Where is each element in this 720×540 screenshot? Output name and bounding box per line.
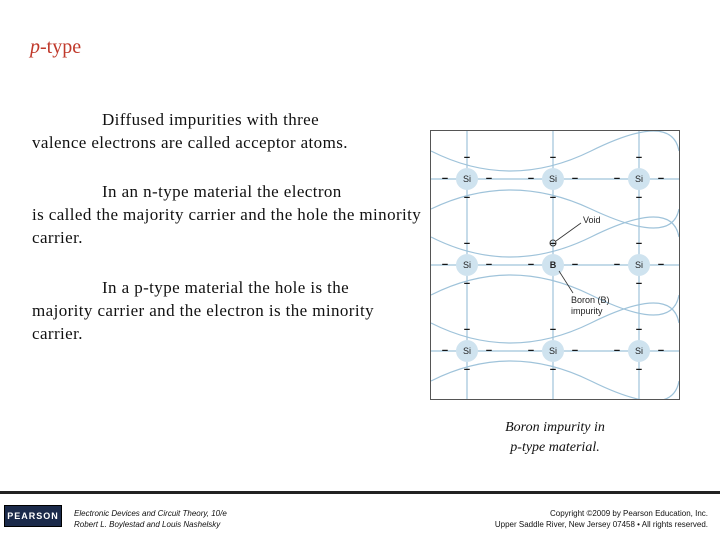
electron-mark: −	[549, 364, 557, 376]
boron-atom-label: B	[549, 260, 557, 270]
slide-title-rest: -type	[40, 36, 82, 58]
electron-mark: −	[613, 259, 621, 271]
paragraph-2	[32, 180, 422, 249]
electron-mark: −	[635, 324, 643, 336]
atom-label: Si	[548, 346, 558, 356]
electron-mark: −	[549, 238, 557, 250]
paragraph-2-rest: is called the majority carrier and the hole the minority carrier.	[32, 205, 422, 247]
electron-mark: −	[549, 152, 557, 164]
electron-mark: −	[613, 173, 621, 185]
electron-mark: −	[441, 259, 449, 271]
electron-mark: −	[635, 192, 643, 204]
figure-caption	[470, 418, 640, 458]
electron-mark: −	[635, 364, 643, 376]
electron-mark: −	[463, 192, 471, 204]
electron-mark: −	[571, 173, 579, 185]
paragraph-1	[32, 108, 422, 154]
paragraph-1-first-line: Diffused impurities with three	[102, 110, 320, 129]
atom-label: Si	[462, 346, 472, 356]
atom-label: Si	[634, 174, 644, 184]
void-pointer-line	[556, 223, 581, 241]
electron-mark: −	[527, 345, 535, 357]
electron-mark: −	[635, 278, 643, 290]
atom-label: Si	[634, 260, 644, 270]
footer-book-title: Electronic Devices and Circuit Theory, 10/e	[74, 509, 227, 518]
boron-label-line1: Boron (B)	[571, 295, 610, 305]
footer-copyright-line2: Upper Saddle River, New Jersey 07458 • All rights reserved.	[494, 520, 708, 529]
electron-mark: −	[485, 173, 493, 185]
electron-mark: −	[635, 152, 643, 164]
electron-mark: −	[571, 345, 579, 357]
electron-mark: −	[549, 192, 557, 204]
paragraph-1-rest: valence electrons are called acceptor atoms.	[32, 133, 348, 152]
electron-mark: −	[527, 173, 535, 185]
atom-label: Si	[548, 174, 558, 184]
lattice-diagram	[431, 131, 679, 399]
electron-mark: −	[441, 173, 449, 185]
electron-mark: −	[463, 152, 471, 164]
electron-mark: −	[549, 324, 557, 336]
electron-mark: −	[657, 259, 665, 271]
electron-mark: −	[441, 345, 449, 357]
atom-label: Si	[462, 174, 472, 184]
figure-caption-line2: p-type material.	[510, 440, 600, 455]
electron-mark: −	[485, 259, 493, 271]
electron-mark: −	[527, 259, 535, 271]
electron-mark: −	[613, 345, 621, 357]
atom-label: Si	[634, 346, 644, 356]
electron-mark: −	[463, 238, 471, 250]
paragraph-3	[32, 276, 422, 345]
boron-label-line2: impurity	[571, 306, 603, 316]
paragraph-2-first-line: In an n-type material the electron	[102, 182, 342, 201]
paragraph-3-first-line: In a p-type material the hole is the	[102, 278, 350, 297]
footer-copyright	[495, 508, 708, 530]
electron-mark: −	[657, 345, 665, 357]
paragraph-3-rest: majority carrier and the electron is the minority carrier.	[32, 301, 375, 343]
electron-mark: −	[571, 259, 579, 271]
footer-divider	[0, 491, 720, 494]
pearson-logo: PEARSON	[4, 505, 62, 527]
slide-title	[30, 36, 81, 59]
footer-copyright-line1: Copyright ©2009 by Pearson Education, Inc.	[550, 509, 708, 518]
electron-mark: −	[463, 278, 471, 290]
boron-impurity-figure	[430, 130, 680, 400]
atom-label: Si	[462, 260, 472, 270]
electron-mark: −	[485, 345, 493, 357]
electron-mark: −	[635, 238, 643, 250]
boron-pointer-line	[559, 271, 573, 293]
figure-caption-line1: Boron impurity in	[505, 420, 605, 435]
electron-mark: −	[657, 173, 665, 185]
slide-title-italic: p	[30, 36, 40, 58]
electron-mark: −	[463, 364, 471, 376]
electron-mark: −	[463, 324, 471, 336]
void-label: Void	[583, 215, 601, 225]
footer-book-info	[74, 508, 227, 530]
footer-authors: Robert L. Boylestad and Louis Nashelsky	[74, 520, 221, 529]
